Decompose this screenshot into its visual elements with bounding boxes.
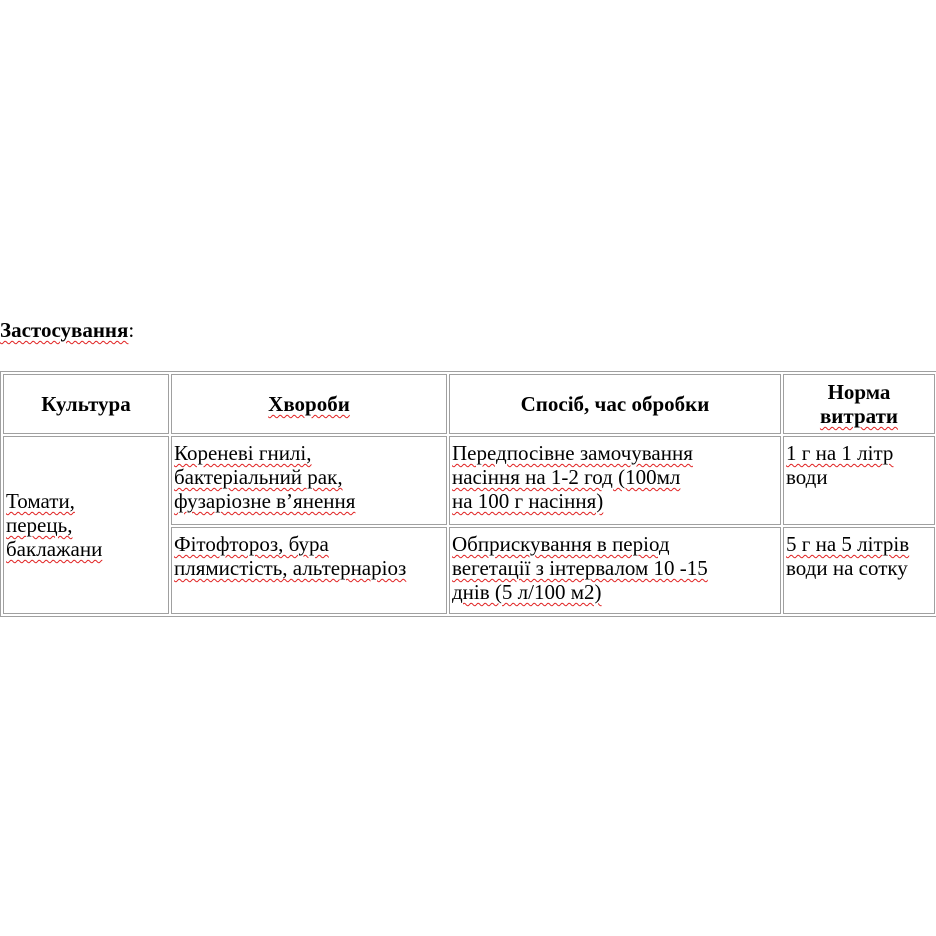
cell-rate xyxy=(783,527,935,614)
cell-method xyxy=(449,527,781,614)
section-heading xyxy=(0,318,134,342)
diseases-line: фузаріозне в’янення xyxy=(174,489,356,513)
header-rate xyxy=(783,374,935,434)
table-row xyxy=(3,436,935,525)
application-table xyxy=(0,371,936,617)
header-method xyxy=(449,374,781,434)
rate-line: 5 г на 5 літрів xyxy=(786,532,910,556)
cell-rate xyxy=(783,436,935,525)
header-rate-line1: Норма xyxy=(827,380,891,404)
header-culture xyxy=(3,374,169,434)
method-line: днів (5 л/100 м2) xyxy=(452,580,602,604)
method-line: насіння на 1-2 год (100мл xyxy=(452,465,681,489)
table-header-row xyxy=(3,374,935,434)
method-line: на 100 г насіння) xyxy=(452,489,604,513)
method-line: Обприскування в період xyxy=(452,532,670,556)
header-method-label: Спосіб, час обробки xyxy=(520,392,710,416)
cell-diseases xyxy=(171,527,447,614)
diseases-line: плямистість, альтернаріоз xyxy=(174,556,407,580)
cell-diseases xyxy=(171,436,447,525)
header-diseases-label: Хвороби xyxy=(268,392,350,416)
header-rate-line2: витрати xyxy=(819,404,899,428)
culture-line: перець, xyxy=(6,513,73,537)
culture-line: баклажани xyxy=(6,537,103,561)
header-diseases xyxy=(171,374,447,434)
rate-line: води xyxy=(786,465,828,489)
cell-method xyxy=(449,436,781,525)
diseases-line: Кореневі гнилі, xyxy=(174,441,312,465)
section-heading-colon: : xyxy=(128,318,135,342)
cell-culture xyxy=(3,436,169,614)
rate-line: 1 г на 1 літр xyxy=(786,441,894,465)
diseases-line: бактеріальний рак, xyxy=(174,465,343,489)
section-heading-title: Застосування xyxy=(0,318,129,342)
culture-line: Томати, xyxy=(6,489,75,513)
method-line: Передпосівне замочування xyxy=(452,441,693,465)
method-line: вегетації з інтервалом 10 -15 xyxy=(452,556,708,580)
header-culture-label: Культура xyxy=(41,392,131,416)
rate-line: води на сотку xyxy=(786,556,908,580)
diseases-line: Фітофтороз, бура xyxy=(174,532,329,556)
